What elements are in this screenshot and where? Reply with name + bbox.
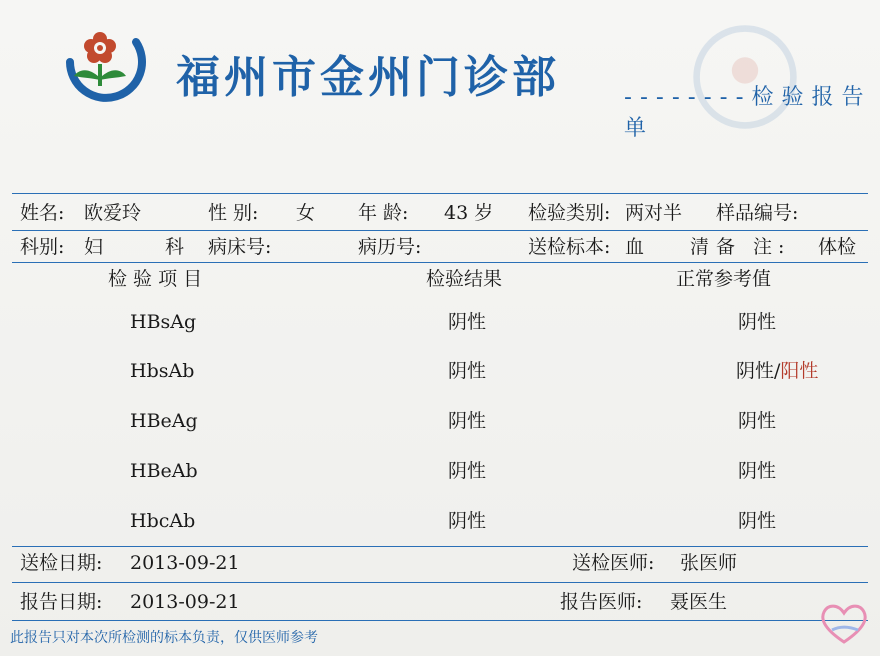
submit-doctor: 张医师: [680, 552, 738, 574]
col-header-reference: 正常参考值: [676, 268, 772, 290]
row-reference: 阴性: [738, 311, 777, 333]
report-date-label: 报告日期:: [20, 591, 103, 613]
row-result: 阴性: [448, 410, 487, 432]
note-value: 体检: [818, 236, 857, 258]
test-type: 两对半: [625, 202, 683, 224]
dept-label: 科别:: [20, 236, 65, 258]
col-header-result: 检验结果: [426, 268, 503, 290]
patient-name: 欧爱玲: [84, 202, 142, 224]
report-subtitle: --------检验报告单: [624, 85, 872, 141]
age-label: 年 龄:: [358, 202, 409, 224]
gender-label: 性 别:: [208, 202, 259, 224]
report-doctor: 聂医生: [670, 591, 728, 613]
row-item: HbcAb: [130, 510, 196, 532]
record-label: 病历号:: [358, 236, 422, 258]
test-type-label: 检验类别:: [528, 202, 611, 224]
row-reference: 阴性: [738, 460, 777, 482]
clinic-flower-logo-icon: [56, 20, 152, 104]
row-item: HbsAb: [130, 360, 195, 382]
row-reference: 阴性: [738, 410, 777, 432]
report-doctor-label: 报告医师:: [560, 591, 643, 613]
row-reference-alt: 阳性: [780, 360, 819, 382]
disclaimer-note: 此报告只对本次所检测的标本负责，仅供医师参考: [10, 630, 318, 646]
row-item: HBsAg: [130, 311, 197, 333]
rule-4: [12, 582, 868, 583]
row-result: 阴性: [448, 311, 487, 333]
rule-1: [12, 230, 868, 231]
rule-3: [12, 546, 868, 547]
clinic-title: 福州市金州门诊部: [176, 52, 560, 103]
row-result: 阴性: [448, 460, 487, 482]
submit-doctor-label: 送检医师:: [572, 552, 655, 574]
row-reference: [736, 362, 818, 381]
specimen-value: 血 清: [625, 236, 730, 258]
patient-age: 43 岁: [444, 202, 494, 224]
col-header-item: 检 验 项 目: [108, 268, 203, 290]
heart-watermark-icon: [818, 600, 870, 646]
note-label: 备 注:: [716, 236, 791, 258]
report-date: 2013-09-21: [130, 591, 240, 613]
patient-gender: 女: [296, 202, 316, 224]
submit-date-label: 送检日期:: [20, 552, 103, 574]
sample-no-label: 样品编号:: [716, 202, 799, 224]
specimen-label: 送检标本:: [528, 236, 611, 258]
patient-dept: 妇 科: [84, 236, 213, 258]
rule-2: [12, 262, 868, 263]
submit-date: 2013-09-21: [130, 552, 240, 574]
row-item: HBeAb: [130, 460, 198, 482]
rule-top: [12, 193, 868, 194]
row-reference: 阴性: [738, 510, 777, 532]
bed-label: 病床号:: [208, 236, 272, 258]
row-result: 阴性: [448, 510, 487, 532]
row-reference-main: 阴性/: [736, 360, 781, 382]
row-result: 阴性: [448, 360, 487, 382]
name-label: 姓名:: [20, 202, 65, 224]
rule-bottom: [12, 620, 868, 621]
row-item: HBeAg: [130, 410, 198, 432]
